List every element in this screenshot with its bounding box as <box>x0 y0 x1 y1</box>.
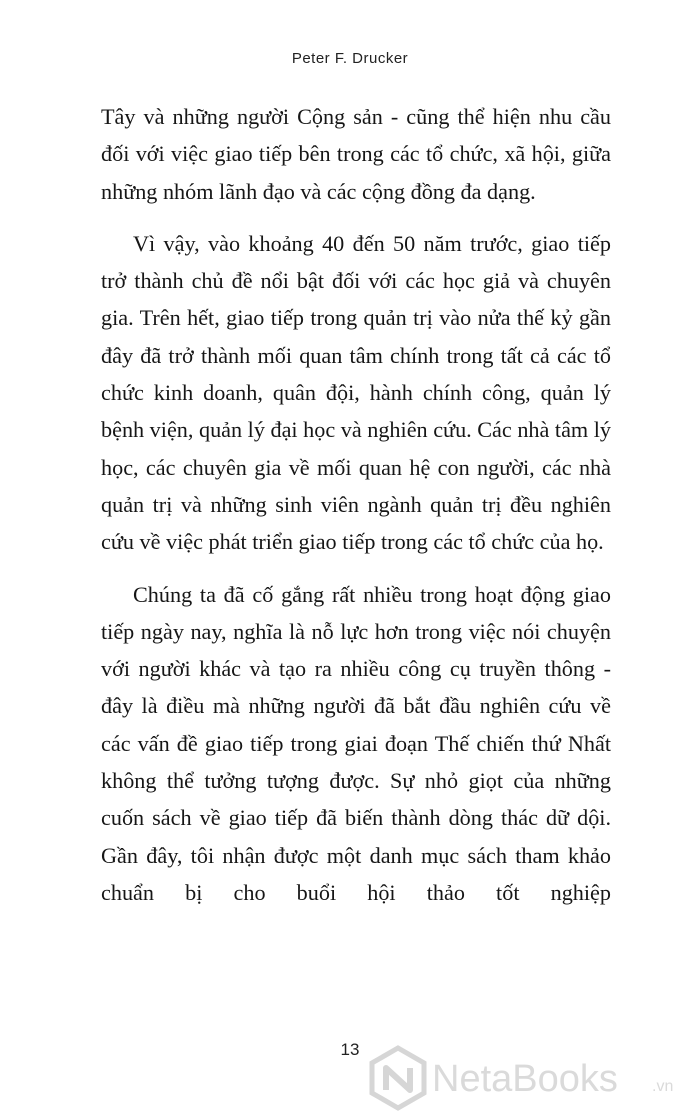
netabooks-watermark <box>364 1042 694 1112</box>
paragraph-3: Chúng ta đã cố gắng rất nhiều trong hoạt động giao tiếp ngày nay, nghĩa là nỗ lực hơn trong việc nói chuyện với người khác và tạo ra nhiều công cụ truyền thông - đây là điều mà những người đã bắt đầu nghiên cứu về các vấn đề giao tiếp trong giai đoạn Thế chiến thứ Nhất không thể tưởng tượng được. Sự nhỏ giọt của những cuốn sách về giao tiếp đã biến thành dòng thác dữ dội. Gần đây, tôi nhận được một danh mục sách tham khảo chuẩn bị cho buổi hội thảo tốt nghiệp <box>101 581 611 905</box>
page-number: 13 <box>340 1040 360 1059</box>
netabooks-logo-icon <box>372 1048 424 1108</box>
watermark-suffix: .vn <box>652 1078 674 1095</box>
running-header: Peter F. Drucker <box>291 50 409 67</box>
body-text <box>101 98 611 911</box>
paragraph-1: Tây và những người Cộng sản - cũng thể hiện nhu cầu đối với việc giao tiếp bên trong các tổ chức, xã hội, giữa những nhóm lãnh đạo và các cộng đồng đa dạng. <box>101 104 611 204</box>
watermark-brand: NetaBooks <box>432 1058 618 1100</box>
paragraph-2: Vì vậy, vào khoảng 40 đến 50 năm trước, giao tiếp trở thành chủ đề nổi bật đối với các học giả và chuyên gia. Trên hết, giao tiếp trong quản trị vào nửa thế kỷ gần đây đã trở thành mối quan tâm chính trong tất cả các tổ chức kinh doanh, quân đội, hành chính công, quản lý bệnh viện, quản lý đại học và nghiên cứu. Các nhà tâm lý học, các chuyên gia về mối quan hệ con người, các nhà quản trị và những sinh viên ngành quản trị đều nghiên cứu về việc phát triển giao tiếp trong các tổ chức của họ. <box>101 230 611 555</box>
